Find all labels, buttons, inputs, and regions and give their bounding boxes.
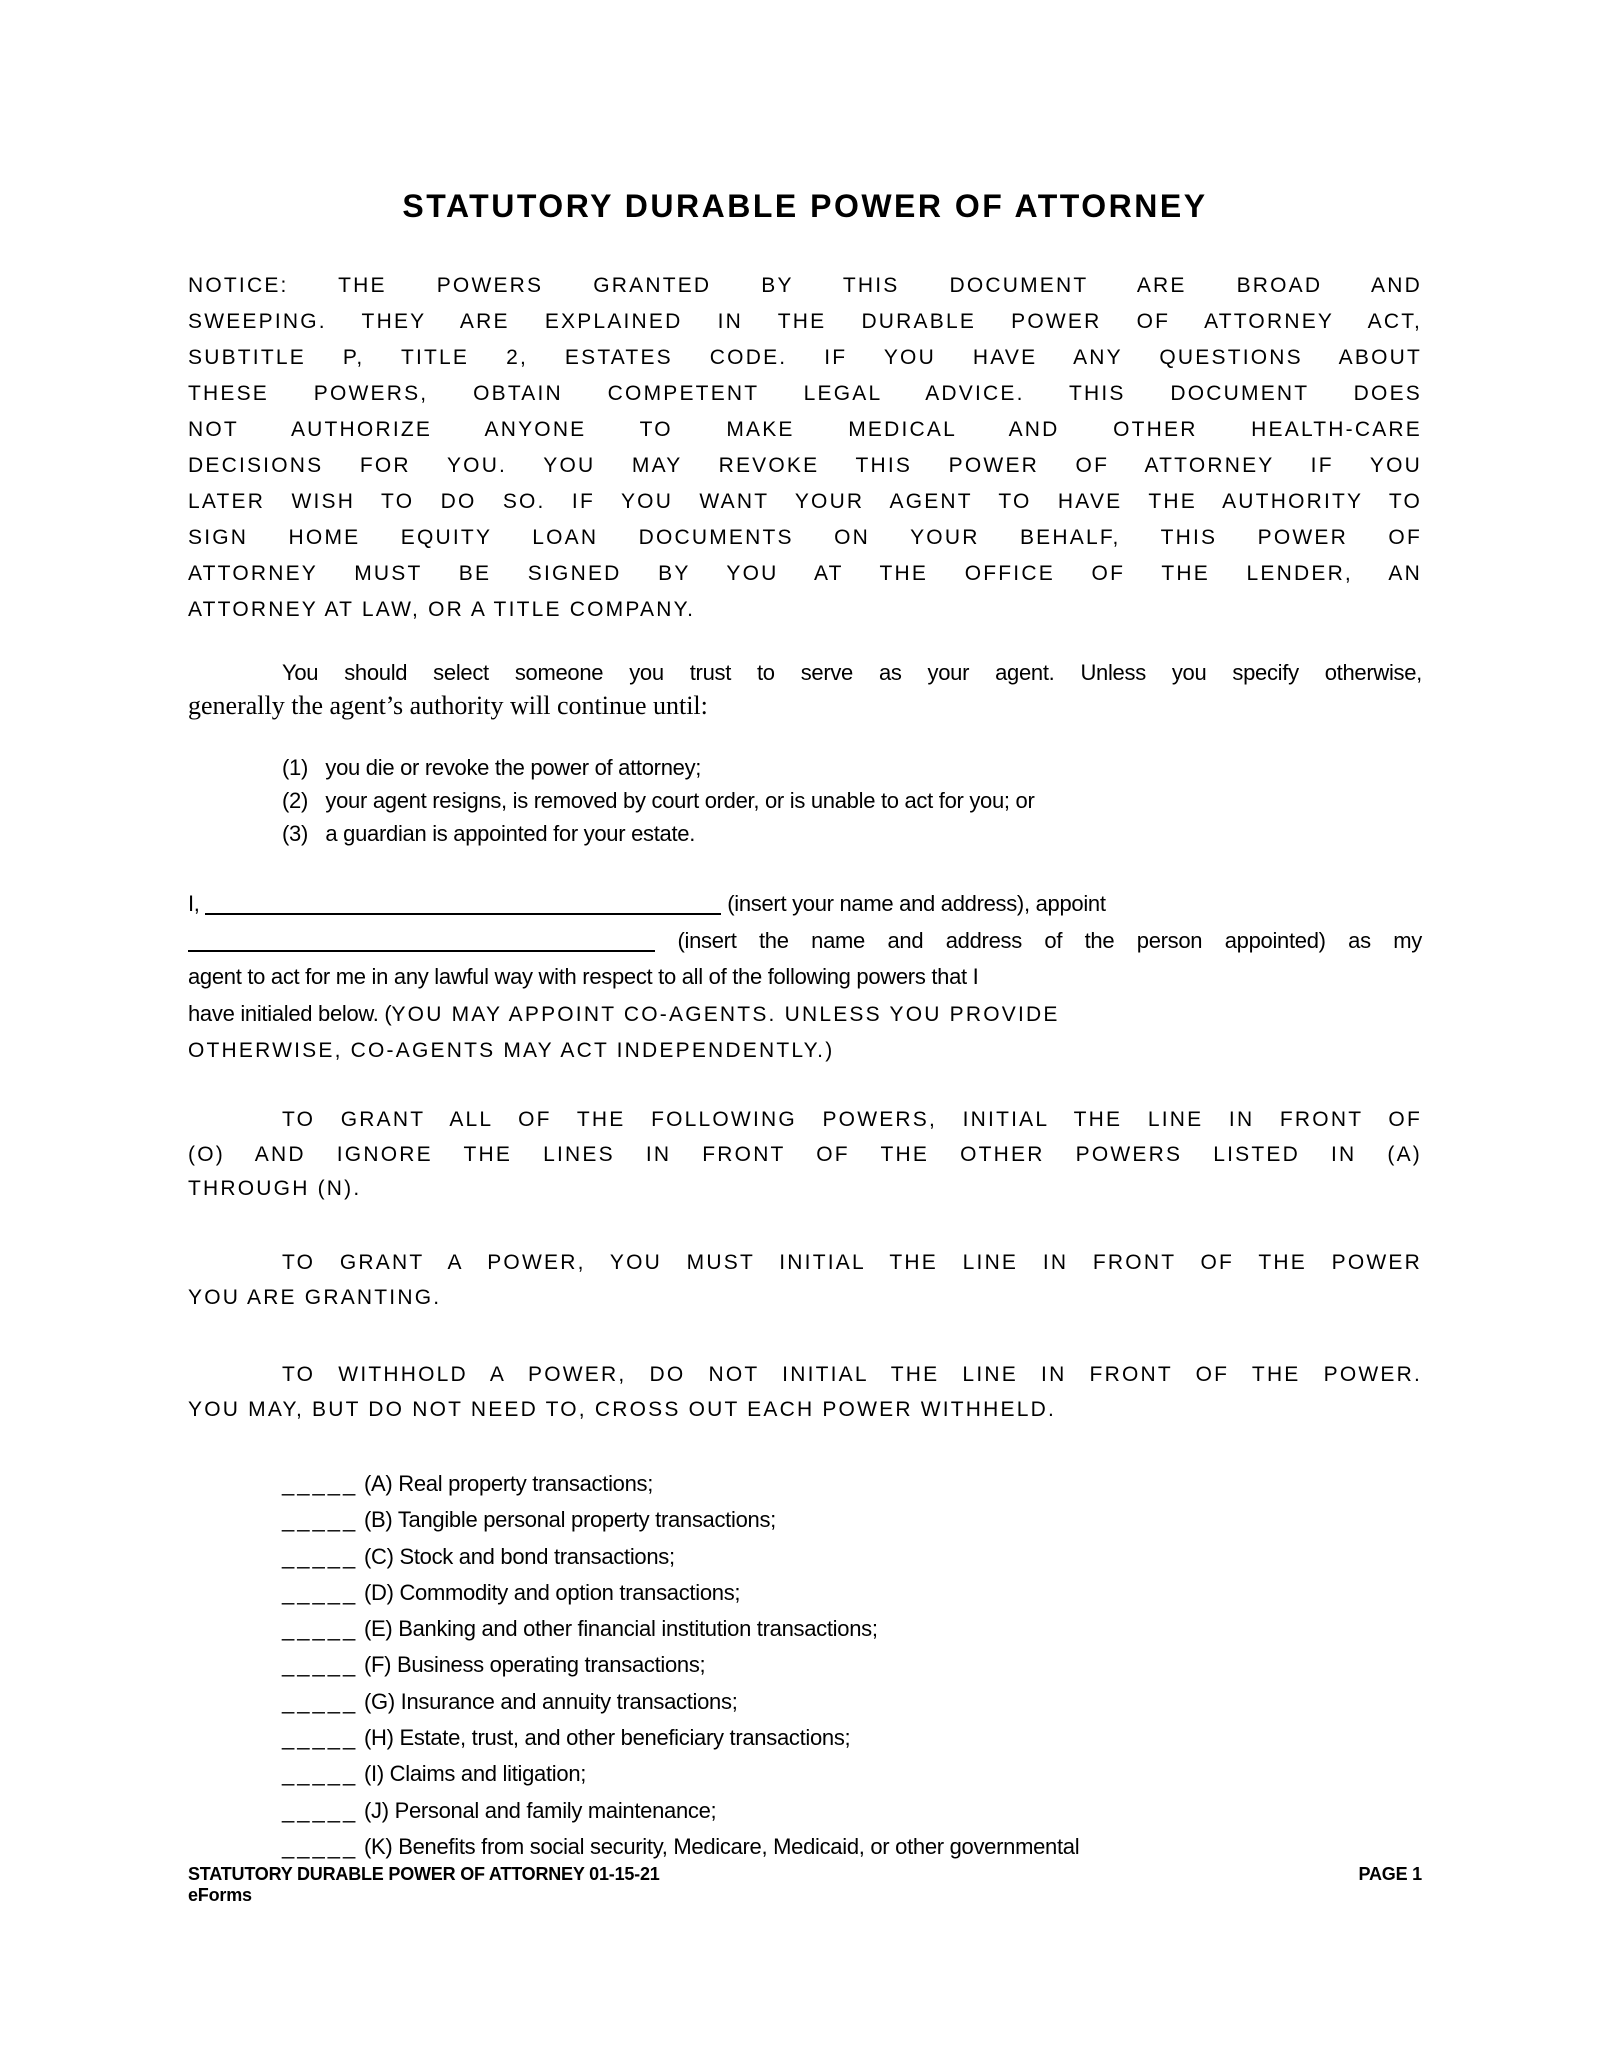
agent-hint: (insert the name and address of the person appointed) as my (677, 927, 1423, 953)
footer-page-number: PAGE 1 (1358, 1864, 1422, 1884)
appointment-paragraph (188, 886, 1422, 1070)
notice-line: ATTORNEY MUST BE SIGNED BY YOU AT THE OFFICE OF THE LENDER, AN (188, 562, 1422, 585)
select-agent-serif-line: generally the agent’s authority will continue until: (188, 691, 708, 720)
appointment-line-4 (188, 996, 1422, 1034)
power-item-label: (G) Insurance and annuity transactions; (364, 1688, 738, 1714)
condition-item: (3) a guardian is appointed for your estate. (282, 821, 696, 846)
withhold-power-paragraph (188, 1358, 1422, 1427)
notice-line: NOT AUTHORIZE ANYONE TO MAKE MEDICAL AND OTHER HEALTH-CARE (188, 418, 1422, 441)
notice-line: ATTORNEY AT LAW, OR A TITLE COMPANY. (188, 598, 696, 621)
grant-all-line: (O) AND IGNORE THE LINES IN FRONT OF THE OTHER POWERS LISTED IN (A) (188, 1142, 1422, 1166)
notice-line: DECISIONS FOR YOU. YOU MAY REVOKE THIS POWER OF ATTORNEY IF YOU (188, 454, 1422, 477)
condition-item: (2) your agent resigns, is removed by court order, or is unable to act for you; or (282, 788, 1035, 813)
grant-all-line: TO GRANT ALL OF THE FOLLOWING POWERS, INITIAL THE LINE IN FRONT OF (282, 1108, 1422, 1131)
power-item-label: (I) Claims and litigation; (364, 1761, 587, 1787)
power-item (188, 1647, 1422, 1683)
power-item-label: (C) Stock and bond transactions; (364, 1543, 675, 1569)
powers-list (188, 1466, 1422, 1865)
grant-power-paragraph (188, 1246, 1422, 1315)
power-initial-blank[interactable]: _____ (282, 1471, 359, 1496)
withhold-power-line: YOU MAY, BUT DO NOT NEED TO, CROSS OUT EACH POWER WITHHELD. (188, 1397, 1057, 1421)
principal-name-blank[interactable] (205, 893, 721, 915)
appointment-line-5: OTHERWISE, CO-AGENTS MAY ACT INDEPENDENTLY.) (188, 1039, 835, 1062)
power-initial-blank[interactable]: _____ (282, 1797, 359, 1823)
appointment-line-1 (188, 886, 1422, 923)
power-item (188, 1611, 1422, 1647)
power-item-label: (D) Commodity and option transactions; (364, 1579, 741, 1605)
principal-prefix: I, (188, 891, 200, 916)
power-initial-blank[interactable]: _____ (282, 1688, 359, 1714)
power-item-label: (E) Banking and other financial institution transactions; (364, 1616, 878, 1642)
notice-line: NOTICE: THE POWERS GRANTED BY THIS DOCUMENT ARE BROAD AND (188, 274, 1422, 297)
withhold-power-line: TO WITHHOLD A POWER, DO NOT INITIAL THE LINE IN FRONT OF THE POWER. (282, 1363, 1422, 1386)
power-initial-blank[interactable]: _____ (282, 1507, 359, 1533)
notice-line: LATER WISH TO DO SO. IF YOU WANT YOUR AGENT TO HAVE THE AUTHORITY TO (188, 490, 1422, 513)
power-initial-blank[interactable]: _____ (282, 1725, 359, 1751)
power-item (188, 1756, 1422, 1792)
footer-brand: eForms (188, 1885, 252, 1905)
power-item-label: (K) Benefits from social security, Medicare, Medicaid, or other governmental (364, 1833, 1080, 1859)
power-item-label: (J) Personal and family maintenance; (364, 1797, 717, 1823)
power-item-label: (B) Tangible personal property transactions; (364, 1507, 776, 1533)
power-item (188, 1539, 1422, 1575)
power-item (188, 1793, 1422, 1829)
power-item (188, 1720, 1422, 1756)
power-initial-blank[interactable]: _____ (282, 1761, 359, 1787)
grant-all-line: THROUGH (N). (188, 1177, 362, 1200)
power-initial-blank[interactable]: _____ (282, 1833, 359, 1859)
notice-line: THESE POWERS, OBTAIN COMPETENT LEGAL ADVICE. THIS DOCUMENT DOES (188, 382, 1422, 405)
select-agent-paragraph (188, 656, 1422, 722)
notice-line: SWEEPING. THEY ARE EXPLAINED IN THE DURABLE POWER OF ATTORNEY ACT, (188, 310, 1422, 333)
power-initial-blank[interactable]: _____ (282, 1652, 359, 1678)
power-item (188, 1575, 1422, 1611)
power-item (188, 1829, 1422, 1865)
appointment-line-4-tight: have initialed below. ( (188, 1000, 392, 1026)
select-agent-line: You should select someone you trust to serve as your agent. Unless you specify otherwise, (282, 660, 1422, 685)
notice-line: SIGN HOME EQUITY LOAN DOCUMENTS ON YOUR BEHALF, THIS POWER OF (188, 526, 1422, 549)
notice-line: SUBTITLE P, TITLE 2, ESTATES CODE. IF YOU HAVE ANY QUESTIONS ABOUT (188, 346, 1422, 369)
power-item-label: (F) Business operating transactions; (364, 1652, 706, 1678)
power-item (188, 1502, 1422, 1538)
power-initial-blank[interactable]: _____ (282, 1616, 359, 1642)
grant-power-line: YOU ARE GRANTING. (188, 1285, 442, 1309)
footer-doc-title: STATUTORY DURABLE POWER OF ATTORNEY 01-15-21 (188, 1864, 660, 1884)
agent-name-blank[interactable] (188, 930, 655, 952)
power-initial-blank[interactable]: _____ (282, 1543, 359, 1569)
co-agents-notice: YOU MAY APPOINT CO-AGENTS. UNLESS YOU PROVIDE (391, 1002, 1060, 1026)
power-item (188, 1466, 1422, 1502)
grant-all-paragraph (188, 1103, 1422, 1207)
notice-paragraph (188, 268, 1422, 628)
termination-conditions-list (188, 751, 1422, 850)
document-title: STATUTORY DURABLE POWER OF ATTORNEY (402, 188, 1208, 224)
principal-hint: (insert your name and address), appoint (727, 891, 1106, 916)
power-item-label: (A) Real property transactions; (364, 1471, 654, 1496)
power-initial-blank[interactable]: _____ (282, 1579, 359, 1605)
grant-power-line: TO GRANT A POWER, YOU MUST INITIAL THE LINE IN FRONT OF THE POWER (282, 1251, 1422, 1274)
power-item-label: (H) Estate, trust, and other beneficiary transactions; (364, 1725, 851, 1751)
power-item (188, 1684, 1422, 1720)
appointment-line-2 (188, 923, 1422, 960)
page-footer (188, 1864, 1422, 1906)
appointment-line-3: agent to act for me in any lawful way with respect to all of the following powers that I (188, 964, 979, 989)
condition-item: (1) you die or revoke the power of attorney; (282, 755, 702, 780)
